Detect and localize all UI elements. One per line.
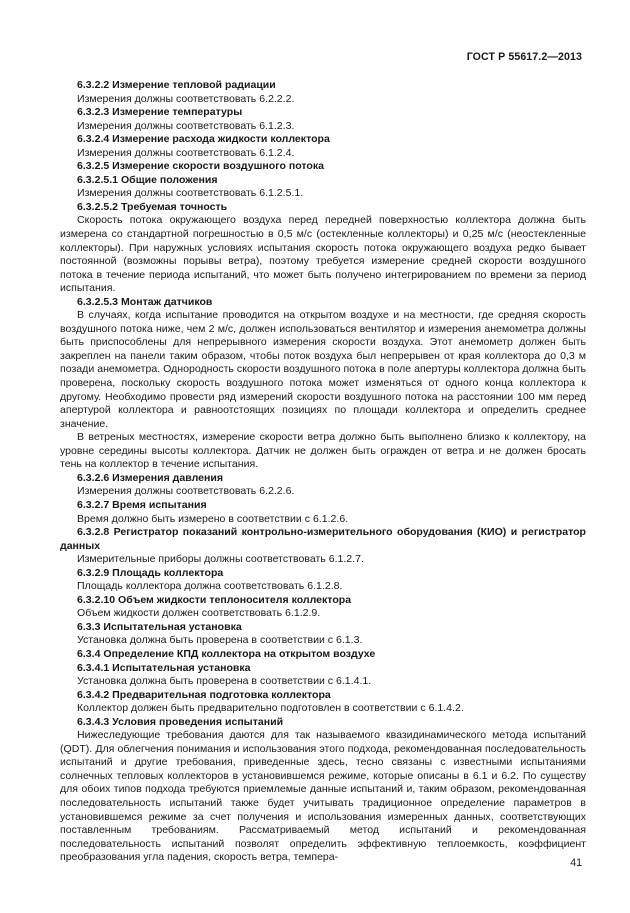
section-heading: 6.3.2.4 Измерение расхода жидкости коллектора	[77, 133, 330, 146]
body-paragraph: Измерения должны соответствовать 6.2.2.6.	[77, 485, 295, 498]
body-paragraph: Установка должна быть проверена в соответствии с 6.1.4.1.	[77, 675, 372, 688]
section-heading: 6.3.2.7 Время испытания	[77, 498, 207, 511]
body-paragraph: Скорость потока окружающего воздуха перед передней поверхностью коллектора должна быть измерена со стандартной погрешностью в 0,5 м/с (остекленные коллекторы) и 0,25 м/с (неостекленные коллекторы). При наружных условиях испытания скорость потока окружающего воздуха редко бывает постоянной (возможны порывы ветра), поэтому требуется измерение средней скорости воздушного потока в течение периода испытаний, что может быть получено интегрированием по времени за период испытания.	[60, 214, 586, 295]
section-heading: 6.3.2.2 Измерение тепловой радиации	[77, 79, 276, 91]
body-paragraph: Установка должна быть проверена в соответствии с 6.1.3.	[77, 634, 363, 647]
body-paragraph: Измерительные приборы должны соответствовать 6.1.2.7.	[77, 553, 364, 566]
body-paragraph: Нижеследующие требования даются для так называемого квазидинамического метода испытаний (QDT). Для облегчения понимания и использования этого подхода, рекомендованная последовательность испытаний и другие требования, приведенные здесь, тесно связаны с известными испытаниями солнечных тепловых коллекторов в установившемся режиме, которые описаны в 6.1 и 6.2. По существу для обоих типов подхода требуются приемлемые данные испытаний и, таким образом, рекомендованная последовательность испытаний также будет учитывать традиционное определение параметров в установившемся режиме за счет получения и использования измеренных данных, соответствующих поставленным требованиям. Рассматриваемый метод испытаний и рекомендованная последовательность испытаний позволят определить эффективную теплоемкость, коэффициент преобразования угла падения, скорость ветра, темпера-	[60, 729, 586, 864]
section-heading: 6.3.2.5.2 Требуемая точность	[77, 200, 228, 213]
body-paragraph: Время должно быть измерено в соответствии с 6.1.2.6.	[77, 512, 349, 525]
body-paragraph: В случаях, когда испытание проводится на открытом воздухе и на местности, где средняя скорость воздушного потока ниже, чем 2 м/с, должен использоваться вентилятор и измерения анемометра должны быть приспособлены для непрерывного измерения скорости воздуха. Этот анемометр должен быть закреплен на панели таким образом, чтобы поток воздуха был непрерывен от края коллектора до 0,3 м позади анемометра. Однородность скорости воздушного потока в поле апертуры коллектора должна быть проверена, поскольку скорость воздушного потока может изменяться от одного конца коллектора к другому. Необходимо провести ряд измерений скорости воздушного потока на расстоянии 100 мм перед апертурой коллектора и равноотстоящих позициях по площади коллектора и определить среднее значение.	[60, 309, 586, 430]
section-heading: 6.3.2.5.1 Общие положения	[77, 173, 218, 186]
body-paragraph: Измерения должны соответствовать 6.1.2.3.	[77, 119, 295, 132]
section-heading: 6.3.4.2 Предварительная подготовка коллектора	[77, 688, 331, 701]
section-heading: 6.3.2.5.3 Монтаж датчиков	[77, 295, 213, 308]
page-number: 41	[570, 857, 582, 869]
section-heading: 6.3.4.1 Испытательная установка	[77, 661, 251, 674]
document-body	[60, 79, 586, 865]
section-heading: 6.3.2.3 Измерение температуры	[77, 106, 243, 119]
body-paragraph: Измерения должны соответствовать 6.1.2.5.1.	[77, 187, 304, 200]
body-paragraph: Площадь коллектора должна соответствовать 6.1.2.8.	[77, 580, 343, 593]
section-heading: 6.3.2.6 Измерения давления	[77, 471, 223, 484]
body-paragraph: Объем жидкости должен соответствовать 6.1.2.9.	[77, 607, 321, 620]
section-heading: 6.3.3 Испытательная установка	[77, 620, 242, 633]
body-paragraph: В ветреных местностях, измерение скорости ветра должно быть выполнено близко к коллектору, на уровне середины высоты коллектора. Датчик не должен быть огражден от ветра и не должен бросать тень на коллектор в течение испытания.	[60, 431, 586, 471]
section-heading: 6.3.4.3 Условия проведения испытаний	[77, 715, 284, 728]
section-heading: 6.3.4 Определение КПД коллектора на открытом воздухе	[77, 647, 376, 660]
body-paragraph: Измерения должны соответствовать 6.1.2.4.	[77, 146, 295, 159]
section-heading: 6.3.2.9 Площадь коллектора	[77, 566, 224, 579]
body-paragraph: Измерения должны соответствовать 6.2.2.2.	[77, 92, 295, 105]
section-heading: 6.3.2.5 Измерение скорости воздушного потока	[77, 160, 324, 173]
document-standard-header: ГОСТ Р 55617.2—2013	[466, 51, 582, 63]
body-paragraph: Коллектор должен быть предварительно подготовлен в соответствии с 6.1.4.2.	[77, 702, 464, 715]
section-heading: 6.3.2.10 Объем жидкости теплоносителя коллектора	[77, 593, 352, 606]
section-heading: 6.3.2.8 Регистратор показаний контрольно-измерительного оборудования (КИО) и регистратор данных	[60, 526, 586, 552]
